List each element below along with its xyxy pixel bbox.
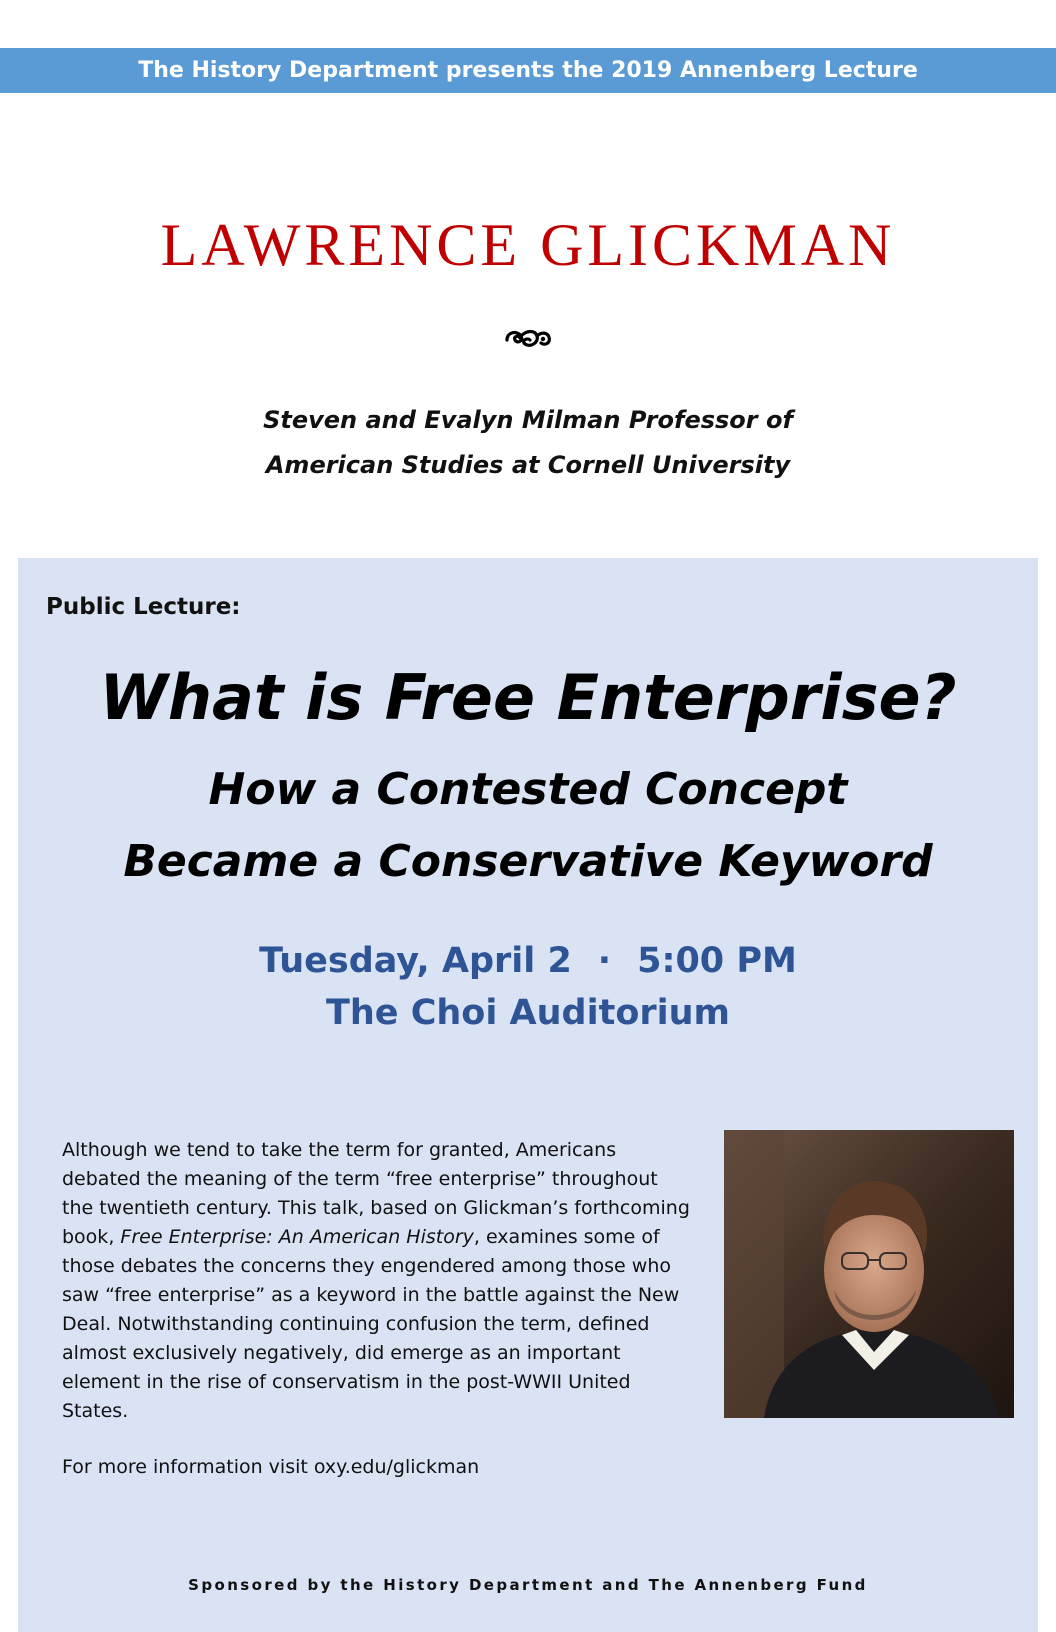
- top-banner: [0, 48, 1056, 93]
- lecture-label: Public Lecture:: [46, 594, 241, 620]
- speaker-name: LAWRENCE GLICKMAN: [160, 212, 896, 278]
- fleuron-ornament-icon: [503, 326, 553, 354]
- date-separator: ·: [597, 941, 612, 981]
- event-date: Tuesday, April 2: [259, 941, 572, 981]
- lecture-panel: [18, 558, 1038, 1632]
- book-title: Free Enterprise: An American History: [120, 1226, 474, 1248]
- lecture-subtitle: [18, 754, 1038, 898]
- more-info-link[interactable]: For more information visit oxy.edu/glickman: [62, 1456, 480, 1478]
- event-time: 5:00 PM: [637, 941, 797, 981]
- description-text-1: Although we tend to take the term for granted, Americans debated the meaning of the term “free enterprise” throughout the twentieth century. This talk, based on Glickman’s forthcoming book,: [62, 1139, 690, 1248]
- subtitle-line-1: How a Contested Concept: [208, 764, 848, 815]
- speaker-title-line-1: Steven and Evalyn Milman Professor of: [263, 406, 793, 434]
- subtitle-line-2: Became a Conservative Keyword: [123, 836, 933, 887]
- speaker-title-line-2: American Studies at Cornell University: [265, 451, 791, 479]
- banner-text: The History Department presents the 2019 Annenberg Lecture: [138, 58, 918, 83]
- description-text-2: , examines some of those debates the concerns they engendered among those who saw “free enterprise” as a keyword in the battle against the New Deal. Notwithstanding continuing confusion the term, defined almost exclusively negatively, did emerge as an important element in the rise of conservatism in the post-WWII United States.: [62, 1226, 680, 1422]
- sponsor-line: Sponsored by the History Department and The Annenberg Fund: [188, 1576, 868, 1594]
- lecture-title: What is Free Enterprise?: [99, 661, 957, 734]
- event-date-time: [18, 936, 1038, 986]
- event-venue: The Choi Auditorium: [325, 993, 731, 1033]
- lecture-description: [62, 1136, 692, 1426]
- speaker-affiliation: [0, 398, 1056, 488]
- speaker-photo: [724, 1130, 1014, 1418]
